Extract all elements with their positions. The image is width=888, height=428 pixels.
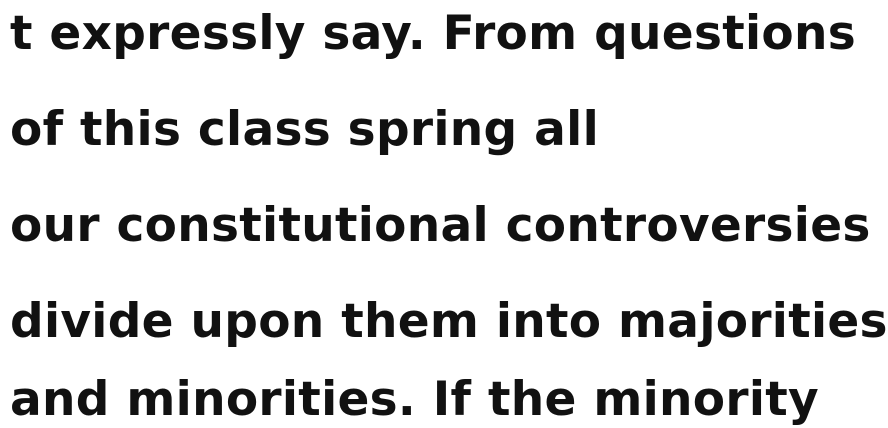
text-line-2: of this class spring all [10, 102, 599, 157]
text-line-3: our constitutional controversies [10, 198, 871, 253]
text-line-1: t expressly say. From questions [10, 6, 857, 61]
text-line-4: divide upon them into majorities [10, 294, 888, 349]
text-line-5: and minorities. If the minority [10, 372, 819, 427]
